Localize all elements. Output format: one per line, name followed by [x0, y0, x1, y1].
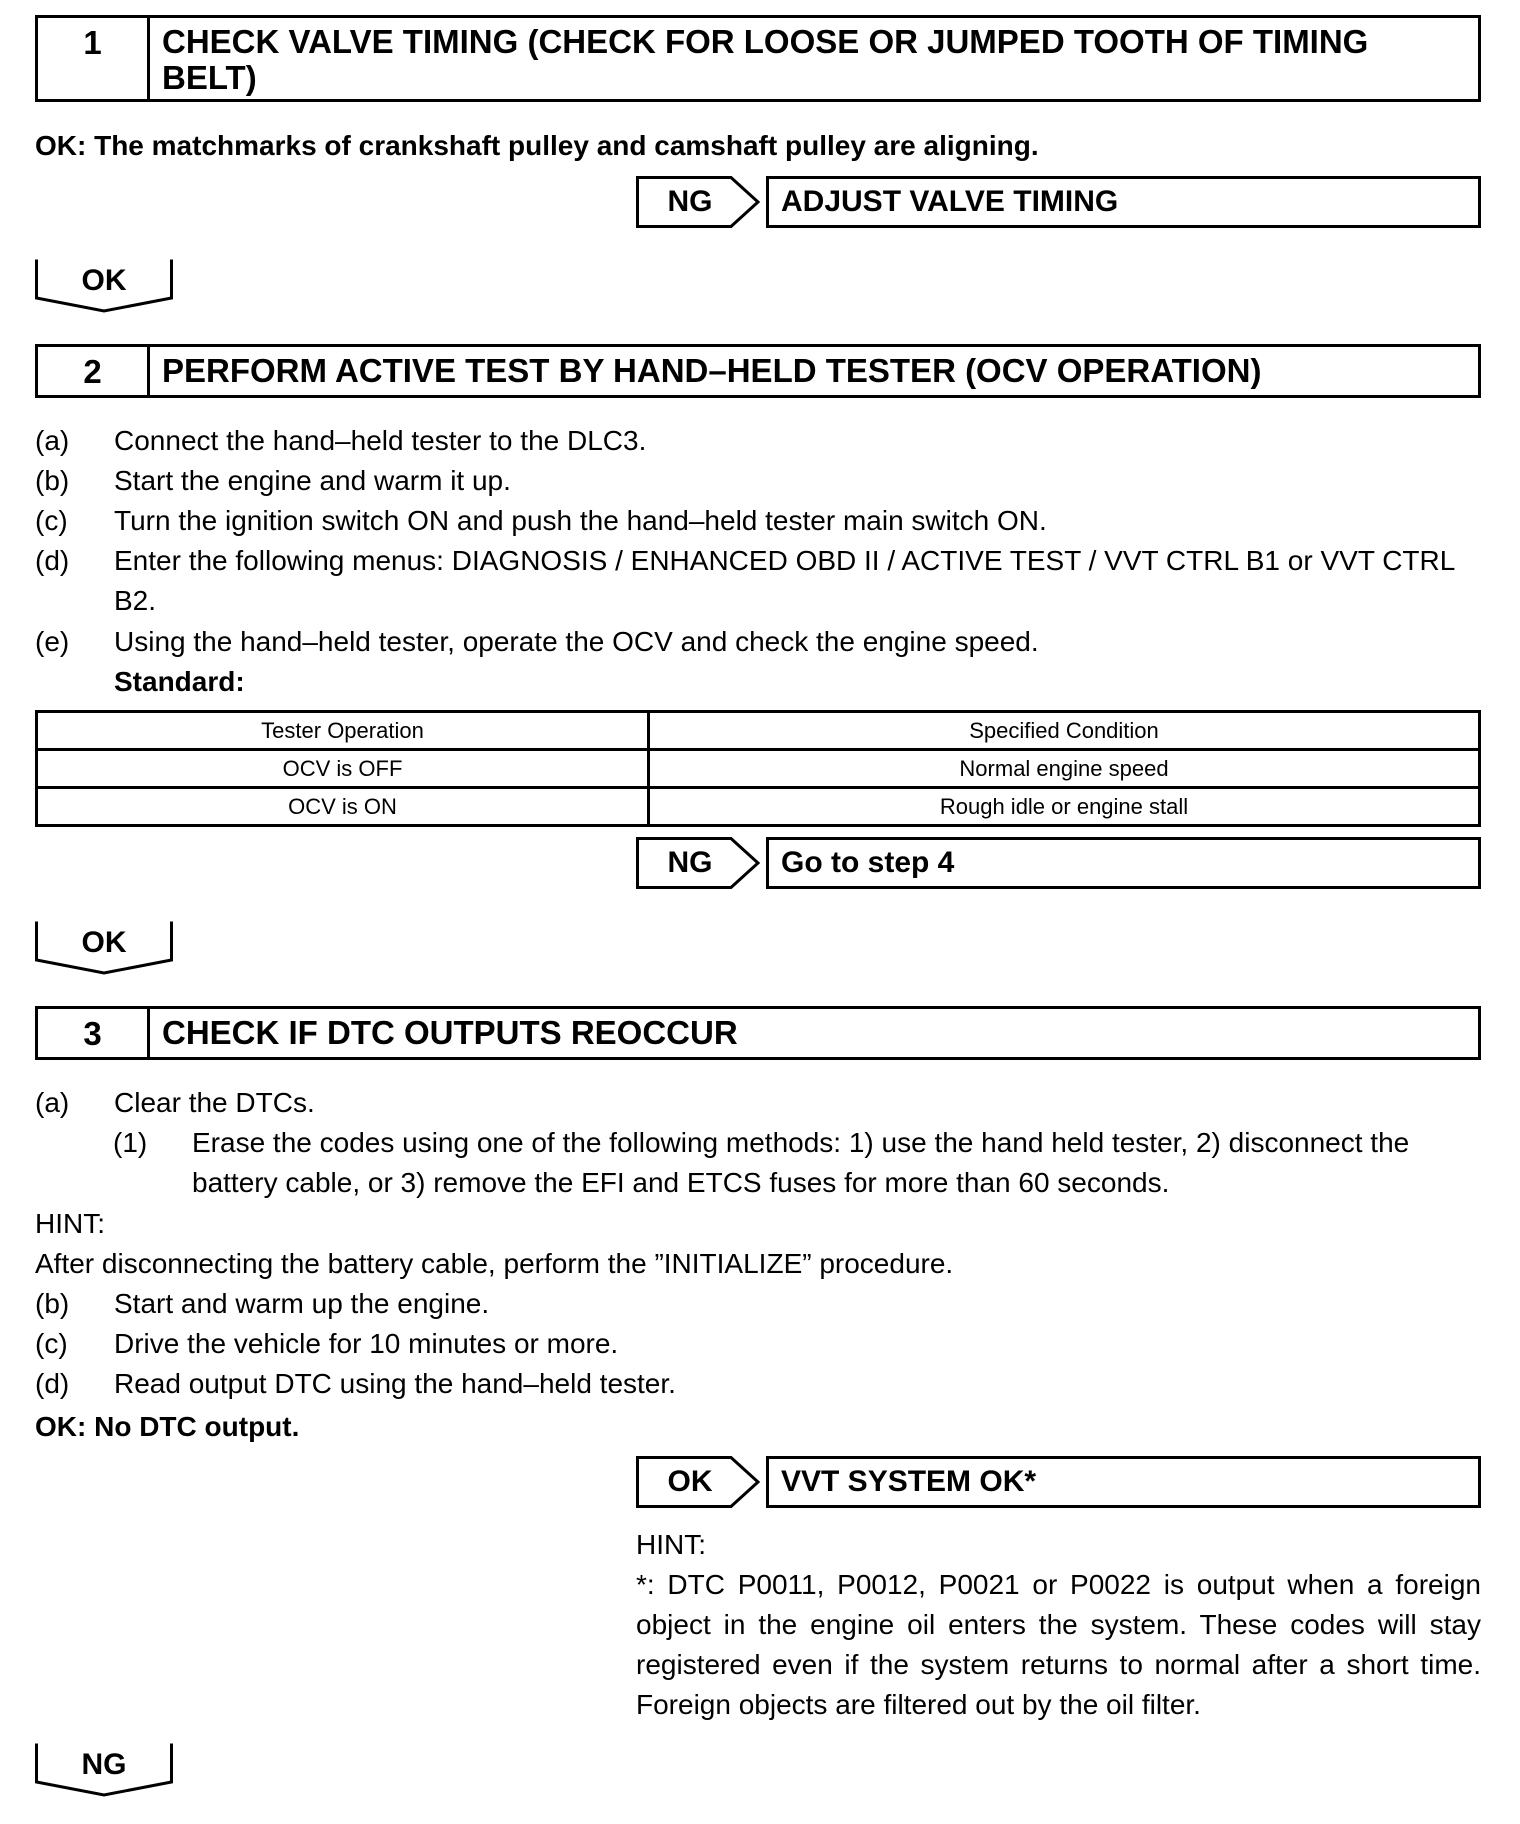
- flow-ok-arrow-2: [35, 920, 173, 975]
- step-number: 3: [38, 1009, 150, 1057]
- flow-label: OK: [81, 926, 127, 959]
- ok-condition: OK: No DTC output.: [35, 1411, 300, 1442]
- hint-text: After disconnecting the battery cable, perform the ”INITIALIZE” procedure.: [35, 1248, 954, 1279]
- table-cell: OCV is ON: [37, 788, 649, 826]
- flow-label: OK: [81, 264, 127, 297]
- procedure-item: (d) Enter the following menus: DIAGNOSIS / ENHANCED OBD II / ACTIVE TEST / VVT CTRL B1 or VVT CTRL B2.: [35, 545, 1455, 616]
- ng-label: NG: [667, 185, 713, 218]
- ng-arrow-tag: [636, 837, 761, 889]
- procedure-item: (d) Read output DTC using the hand–held tester.: [35, 1368, 676, 1399]
- table-cell: Rough idle or engine stall: [649, 788, 1480, 826]
- step-title: CHECK VALVE TIMING (CHECK FOR LOOSE OR JUMPED TOOTH OF TIMING BELT): [162, 23, 1369, 96]
- step-3-header: [35, 1006, 1481, 1060]
- ng-action-box: Go to step 4: [766, 837, 1481, 889]
- procedure-item: (c) Turn the ignition switch ON and push the hand–held tester main switch ON.: [35, 505, 1047, 536]
- procedure-item: (e) Using the hand–held tester, operate the OCV and check the engine speed.: [35, 626, 1039, 657]
- ok-condition: OK: The matchmarks of crankshaft pulley and camshaft pulley are aligning.: [35, 130, 1039, 161]
- step-2-header: [35, 344, 1481, 398]
- hint-label: HINT:: [636, 1529, 706, 1560]
- spec-table: [35, 710, 1481, 827]
- procedure-item: (b) Start and warm up the engine.: [35, 1288, 490, 1319]
- ng-arrow-tag: [636, 176, 761, 228]
- ok-arrow-tag: [636, 1456, 761, 1508]
- table-cell: OCV is OFF: [37, 750, 649, 788]
- table-header: Specified Condition: [649, 712, 1480, 750]
- step-number: 1: [38, 18, 150, 99]
- procedure-item: (c) Drive the vehicle for 10 minutes or more.: [35, 1328, 619, 1359]
- table-cell: Normal engine speed: [649, 750, 1480, 788]
- footnote-hint: [636, 1525, 1481, 1725]
- flow-label: NG: [81, 1748, 127, 1781]
- ok-label: OK: [667, 1465, 713, 1498]
- ok-result-step3: [636, 1456, 1481, 1508]
- flow-ng-arrow-3: [35, 1742, 173, 1797]
- standard-label: Standard:: [114, 666, 245, 697]
- ng-result-step2: [636, 837, 1481, 889]
- step-title: PERFORM ACTIVE TEST BY HAND–HELD TESTER (OCV OPERATION): [162, 352, 1262, 389]
- procedure-subitem: (1) Erase the codes using one of the following methods: 1) use the hand held tester, 2) disconnect the battery cable, or 3) remove the EFI and ETCS fuses for more than 60 seconds.: [113, 1127, 1410, 1198]
- table-row: [37, 750, 1480, 788]
- table-header: Tester Operation: [37, 712, 649, 750]
- step-1-header: [35, 15, 1481, 102]
- flow-ok-arrow-1: [35, 258, 173, 313]
- procedure-item: (b) Start the engine and warm it up.: [35, 465, 511, 496]
- step-number: 2: [38, 347, 150, 395]
- procedure-item: (a) Connect the hand–held tester to the DLC3.: [35, 425, 647, 456]
- hint-body: *: DTC P0011, P0012, P0021 or P0022 is output when a foreign object in the engine oil enters the system. These codes will stay registered even if the system returns to normal after a short time. Foreign objects are filtered out by the oil filter.: [636, 1569, 1481, 1720]
- ng-action-box: ADJUST VALVE TIMING: [766, 176, 1481, 228]
- table-header-row: [37, 712, 1480, 750]
- ok-action-box: VVT SYSTEM OK*: [766, 1456, 1481, 1508]
- ng-result-step1: [636, 176, 1481, 228]
- table-row: [37, 788, 1480, 826]
- procedure-item: (a) Clear the DTCs.: [35, 1087, 315, 1118]
- hint-label: HINT:: [35, 1208, 105, 1239]
- ng-label: NG: [667, 846, 713, 879]
- step-title: CHECK IF DTC OUTPUTS REOCCUR: [162, 1014, 738, 1051]
